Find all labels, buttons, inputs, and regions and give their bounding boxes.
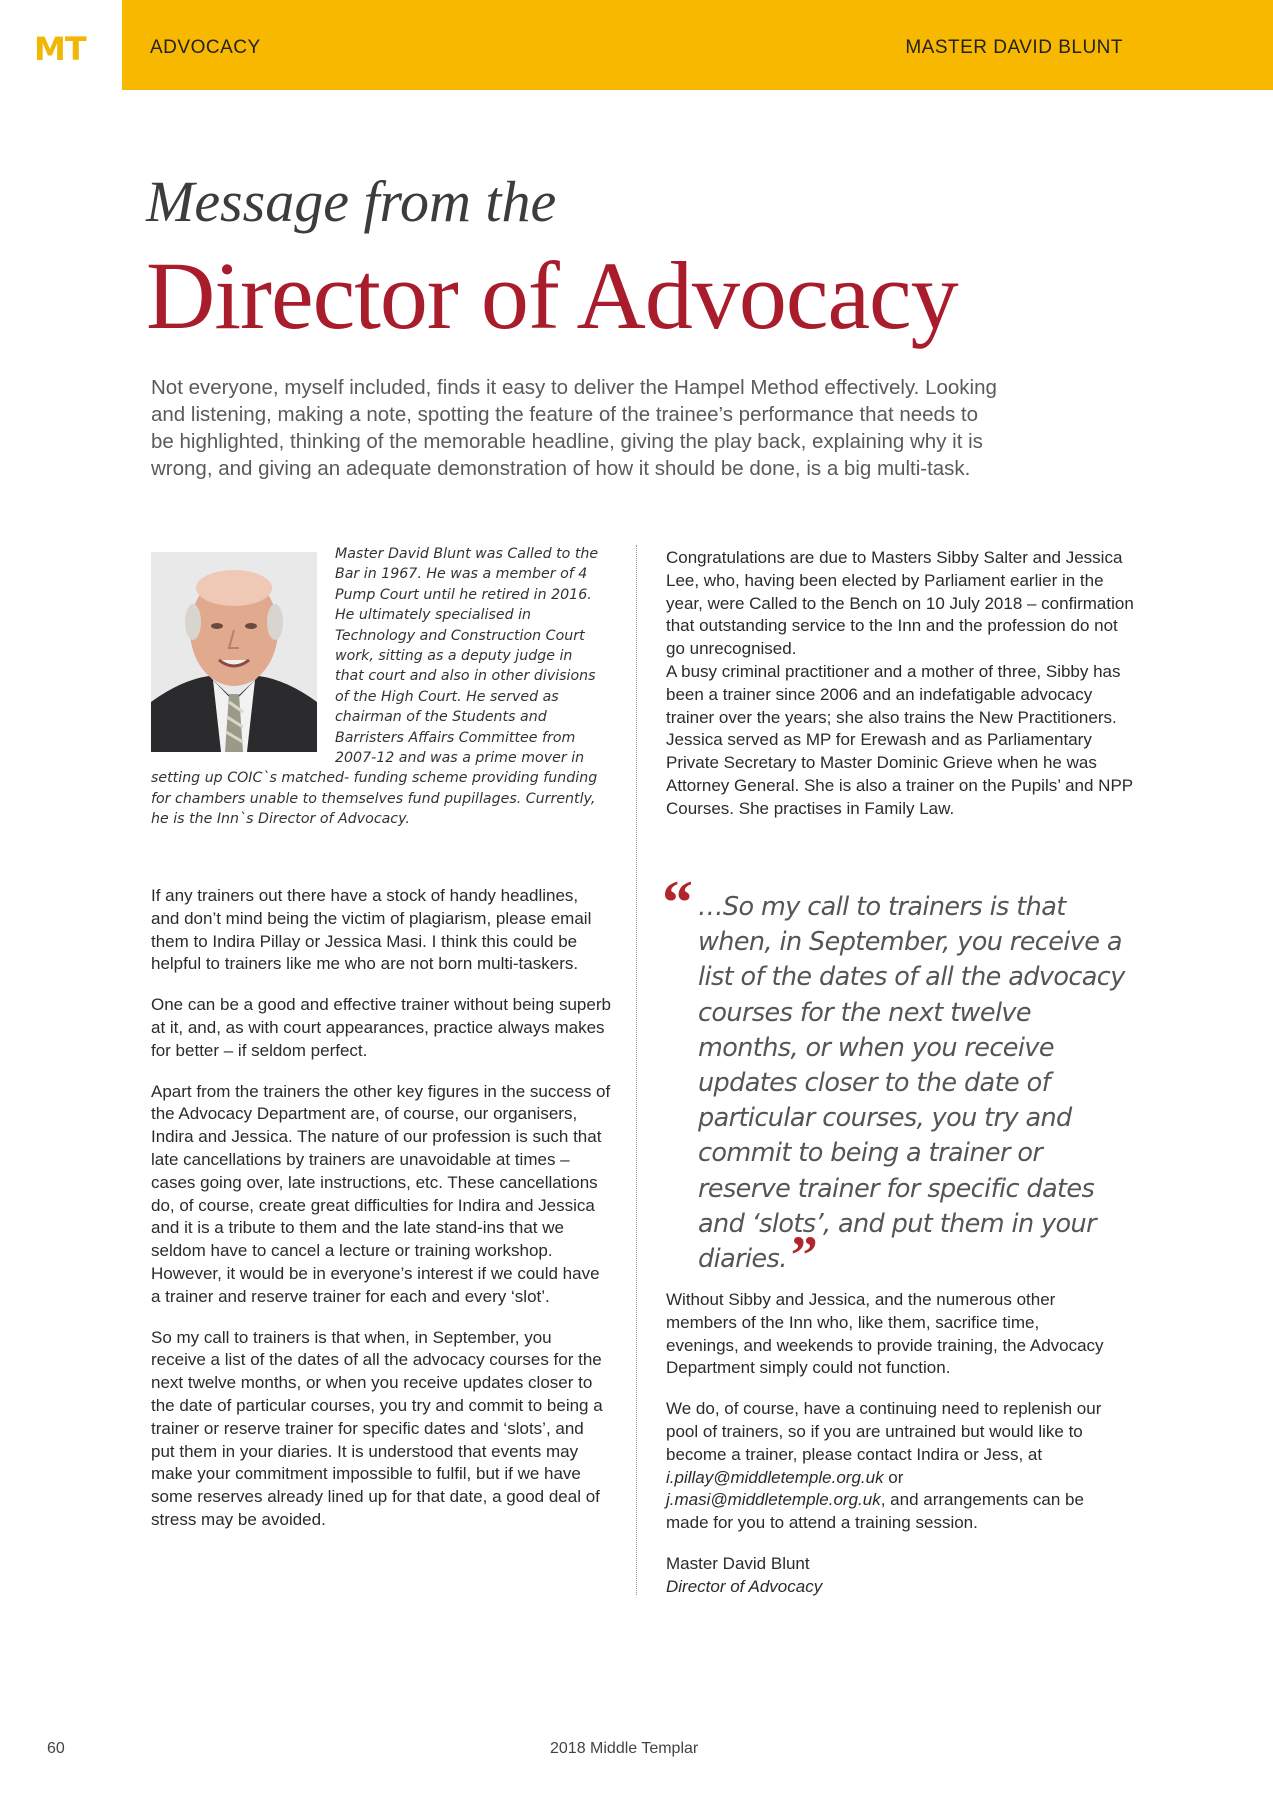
signature-title: Director of Advocacy: [666, 1576, 823, 1596]
contact-text: We do, of course, have a continuing need to replenish our pool of trainers, so if you are untrained but would like to become a trainer, please contact Indira or Jess, at: [666, 1399, 1102, 1464]
page-number: 60: [47, 1740, 65, 1757]
intro-paragraph: Not everyone, myself included, finds it easy to deliver the Hampel Method effectively. Looking and listening, making a note, spotting the feature of the trainee’s performance that needs to be highlighted, thinking of the memorable headline, giving the play back, explaining why it is wrong, and giving an adequate demonstration of how it should be done, is a big multi-task.: [151, 376, 997, 480]
contact-text: or: [883, 1467, 904, 1487]
contact-text: , and arrangements can be made for you to attend a training session.: [666, 1490, 1084, 1533]
signature-name: Master David Blunt: [666, 1553, 810, 1573]
bio-text: Master David Blunt was Called to the Bar in 1967. He was a member of 4 Pump Court until he retired in 2016. He ultimately specialised in Technology and Construction Court work, sitting as a deputy judge in that court and also in other divisions of the High Court. He served as chairman of the Students and Barristers Affairs Committee from 2007-12 and was a prime mover in setting up COIC`s matched- funding scheme providing funding for chambers unable to themselves fund pupillages. Currently, he is the Inn`s Director of Advocacy.: [151, 546, 599, 828]
right-column-top: [666, 547, 1136, 821]
header-bar: [122, 0, 1273, 90]
close-quote-icon: ”: [790, 1225, 818, 1286]
pull-quote-text: …So my call to trainers is that when, in September, you receive a list of the dates of all the advocacy courses for the next twelve months, or when you receive updates closer to the date of particular courses, you try and commit to being a trainer or reserve trainer for specific dates and ‘slots’, and put them in your diaries.: [698, 892, 1125, 1275]
email-link-pillay[interactable]: i.pillay@middletemple.org.uk: [666, 1467, 884, 1487]
bio-image-spacer: [151, 544, 335, 766]
paragraph: One can be a good and effective trainer without being superb at it, and, as with court appearances, practice always makes for better – if seldom perfect.: [151, 995, 611, 1060]
title-line-1: Message from the: [146, 169, 557, 234]
publication-name: 2018 Middle Templar: [550, 1740, 699, 1757]
email-link-masi[interactable]: j.masi@middletemple.org.uk: [666, 1490, 881, 1510]
paragraph: Apart from the trainers the other key figures in the success of the Advocacy Department are, of course, our organisers, Indira and Jessica. The nature of our profession is such that late cancellations by trainers are unavoidable at times – cases going over, late instructions, etc. These cancellations do, of course, create great difficulties for Indira and Jessica and it is a tribute to them and the late stand-ins that we seldom have to cancel a lecture or training workshop. However, it would be in everyone’s interest if we could have a trainer and reserve trainer for each and every ‘slot’.: [151, 1081, 611, 1306]
pull-quote: [698, 890, 1128, 1286]
paragraph: So my call to trainers is that when, in September, you receive a list of the dates of all the advocacy courses for the next twelve months, or when you receive updates closer to the date of particular courses, you try and commit to being a trainer or reserve trainer for specific dates and ‘slots’, and put them in your diaries. It is understood that events may make your commitment impossible to fulfil, but if we have some reserves already lined up for that date, a good deal of stress may be avoided.: [151, 1327, 603, 1529]
paragraph: Without Sibby and Jessica, and the numerous other members of the Inn who, like them, sacrifice time, evenings, and weekends to provide training, the Advocacy Department simply could not function.: [666, 1290, 1104, 1378]
paragraph: A busy criminal practitioner and a mother of three, Sibby has been a trainer since 2006 and an indefatigable advocacy trainer over the years; she also trains the New Practitioners. Jessica served as MP for Erewash and as Parliamentary Private Secretary to Master Dominic Grieve when he was Attorney General. She is also a trainer on the Pupils’ and NPP Courses. She practises in Family Law.: [666, 661, 1133, 818]
column-divider: [636, 545, 637, 1595]
paragraph: If any trainers out there have a stock of handy headlines, and don’t mind being the victim of plagiarism, please email them to Indira Pillay or Jessica Masi. I think this could be helpful to trainers like me who are not born multi-taskers.: [151, 886, 592, 974]
right-column-bottom: [666, 1289, 1116, 1599]
paragraph: Congratulations are due to Masters Sibby Salter and Jessica Lee, who, having been elected by Parliament earlier in the year, were Called to the Bench on 10 July 2018 – confirmation that outstanding service to the Inn and the profession do not go unrecognised.: [666, 548, 1134, 659]
open-quote-icon: “: [662, 869, 693, 937]
left-column: [151, 885, 611, 1550]
author-bio: [151, 544, 601, 830]
contact-paragraph: [666, 1398, 1116, 1535]
section-label: ADVOCACY: [150, 37, 261, 58]
page-title: Director of Advocacy: [146, 242, 958, 349]
author-label: MASTER DAVID BLUNT: [905, 37, 1123, 58]
mt-logo: MT: [34, 30, 86, 68]
